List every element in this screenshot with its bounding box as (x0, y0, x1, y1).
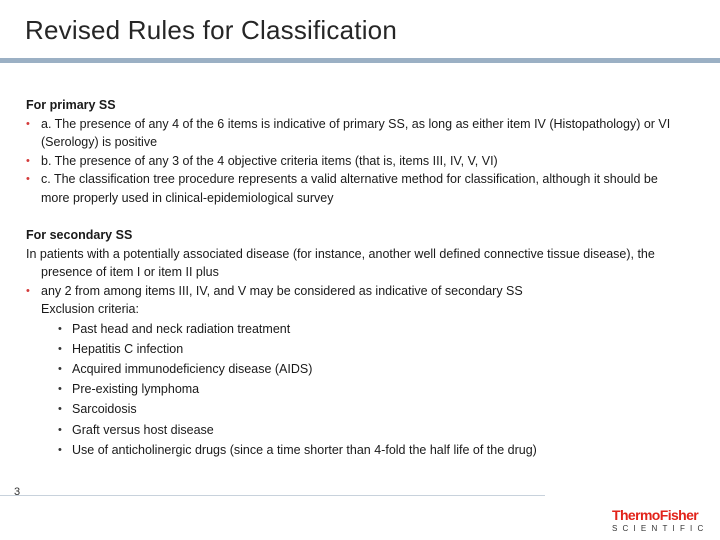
exclusion-label: Exclusion criteria: (41, 302, 139, 316)
secondary-heading: For secondary SS (26, 228, 133, 242)
page-number: 3 (14, 486, 21, 498)
exclusion-item: • Use of anticholinergic drugs (since a time shorter than 4-fold the half life of the drug) (26, 440, 686, 460)
slide-title: Revised Rules for Classification (25, 15, 397, 45)
primary-heading: For primary SS (26, 98, 116, 112)
slide-body (26, 96, 686, 460)
secondary-intro: In patients with a potentially associated disease (for instance, another well defined connective tissue disease), the presence of item I or item II plus (26, 246, 655, 279)
secondary-bullet: • any 2 from among items III, IV, and V may be considered as indicative of secondary SS (26, 282, 686, 301)
section-gap (26, 207, 686, 226)
primary-bullet-c: • c. The classification tree procedure represents a valid alternative method for classification, although it should be more properly used in clinical-epidemiological survey (26, 170, 686, 207)
logo-wordmark: ThermoFisher (612, 507, 699, 523)
title-divider (0, 58, 720, 63)
exclusion-item: • Hepatitis C infection (26, 339, 686, 359)
footer-divider (0, 495, 545, 496)
exclusion-item: • Sarcoidosis (26, 399, 686, 419)
primary-bullet-a: • a. The presence of any 4 of the 6 items is indicative of primary SS, as long as either item IV (Histopathology) or VI (Serology) is positive (26, 115, 686, 152)
primary-bullet-b: • b. The presence of any 3 of the 4 objective criteria items (that is, items III, IV, V, VI) (26, 152, 686, 171)
exclusion-item: • Past head and neck radiation treatment (26, 319, 686, 339)
exclusion-item: • Graft versus host disease (26, 420, 686, 440)
exclusion-item: • Pre-existing lymphoma (26, 379, 686, 399)
thermo-fisher-logo (612, 508, 712, 536)
logo-subtitle: SCIENTIFIC (612, 524, 709, 533)
exclusion-item: • Acquired immunodeficiency disease (AIDS) (26, 359, 686, 379)
